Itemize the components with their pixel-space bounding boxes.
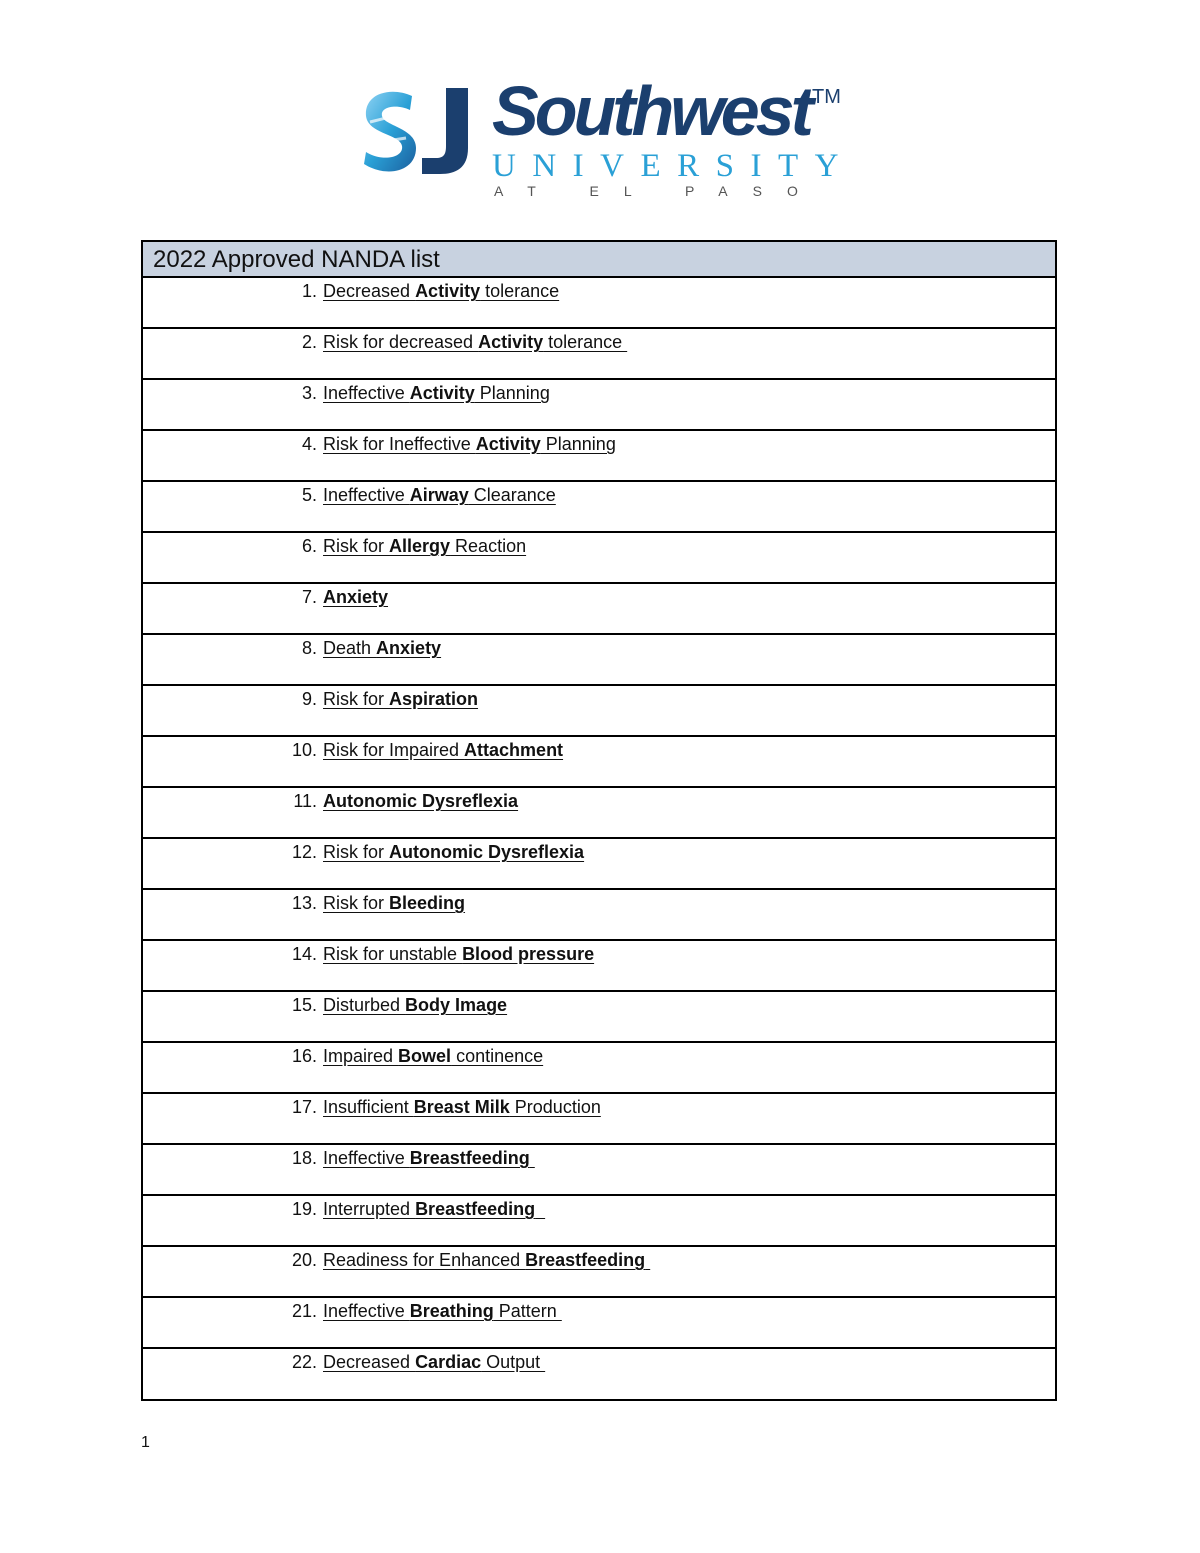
- diagnosis-link[interactable]: [323, 688, 478, 710]
- diagnosis-prefix: Risk for unstable: [323, 944, 463, 964]
- diagnosis-link[interactable]: [323, 1300, 562, 1322]
- diagnosis-keyword: Bowel: [398, 1046, 452, 1066]
- item-number: 17.: [291, 1097, 317, 1117]
- diagnosis-keyword: Breast Milk: [413, 1097, 510, 1117]
- item-number: 9.: [301, 689, 317, 709]
- item-number: 3.: [301, 383, 317, 403]
- diagnosis-link[interactable]: [323, 535, 526, 557]
- diagnosis-keyword: Activity: [409, 383, 475, 403]
- diagnosis-prefix: Risk for: [323, 893, 390, 913]
- diagnosis-link[interactable]: [323, 1147, 535, 1169]
- table-row: [143, 1349, 1055, 1399]
- university-logo: [360, 72, 855, 207]
- table-row: [143, 482, 1055, 533]
- table-row: [143, 788, 1055, 839]
- item-number: 20.: [291, 1250, 317, 1270]
- table-row: [143, 635, 1055, 686]
- table-row: [143, 380, 1055, 431]
- diagnosis-suffix: Production: [509, 1097, 601, 1117]
- diagnosis-suffix: tolerance: [543, 332, 628, 352]
- diagnosis-prefix: Risk for Impaired: [323, 740, 465, 760]
- diagnosis-link[interactable]: [323, 433, 616, 455]
- diagnosis-link[interactable]: [323, 586, 388, 608]
- item-number: 13.: [291, 893, 317, 913]
- diagnosis-keyword: Breastfeeding: [525, 1250, 646, 1270]
- diagnosis-keyword: Activity: [415, 281, 481, 301]
- logo-university: UNIVERSITY: [492, 148, 855, 184]
- table-row: [143, 737, 1055, 788]
- table-row: [143, 890, 1055, 941]
- diagnosis-link[interactable]: [323, 1045, 543, 1067]
- diagnosis-keyword: Airway: [409, 485, 469, 505]
- diagnosis-prefix: Risk for: [323, 689, 390, 709]
- diagnosis-suffix: Reaction: [450, 536, 527, 556]
- item-number: 16.: [291, 1046, 317, 1066]
- table-row: [143, 533, 1055, 584]
- item-number: 21.: [291, 1301, 317, 1321]
- diagnosis-suffix: Planning: [474, 383, 550, 403]
- diagnosis-prefix: Ineffective: [323, 1148, 410, 1168]
- nanda-table: [141, 240, 1057, 1401]
- table-row: [143, 1145, 1055, 1196]
- diagnosis-prefix: Death: [323, 638, 377, 658]
- diagnosis-keyword: Cardiac: [415, 1352, 482, 1372]
- table-title: 2022 Approved NANDA list: [143, 242, 1055, 278]
- item-number: 18.: [291, 1148, 317, 1168]
- diagnosis-prefix: Insufficient: [323, 1097, 414, 1117]
- table-row: [143, 329, 1055, 380]
- diagnosis-link[interactable]: [323, 943, 594, 965]
- diagnosis-link[interactable]: [323, 841, 584, 863]
- table-row: [143, 431, 1055, 482]
- diagnosis-link[interactable]: [323, 1249, 650, 1271]
- diagnosis-link[interactable]: [323, 1198, 545, 1220]
- item-number: 1.: [301, 281, 317, 301]
- diagnosis-suffix: [535, 1199, 545, 1219]
- diagnosis-suffix: [530, 1148, 535, 1168]
- diagnosis-link[interactable]: [323, 280, 559, 302]
- item-number: 15.: [291, 995, 317, 1015]
- diagnosis-link[interactable]: [323, 994, 507, 1016]
- diagnosis-prefix: Ineffective: [323, 1301, 410, 1321]
- table-row: [143, 584, 1055, 635]
- diagnosis-suffix: Clearance: [468, 485, 556, 505]
- diagnosis-keyword: Anxiety: [376, 638, 442, 658]
- item-number: 14.: [291, 944, 317, 964]
- logo-trademark: TM: [812, 86, 841, 108]
- diagnosis-link[interactable]: [323, 382, 550, 404]
- table-row: [143, 992, 1055, 1043]
- logo-name: Southwest: [492, 72, 810, 150]
- item-number: 2.: [301, 332, 317, 352]
- diagnosis-keyword: Anxiety: [323, 587, 389, 607]
- table-row: [143, 941, 1055, 992]
- diagnosis-link[interactable]: [323, 790, 518, 812]
- table-row: [143, 839, 1055, 890]
- diagnosis-link[interactable]: [323, 637, 441, 659]
- diagnosis-keyword: Bleeding: [389, 893, 466, 913]
- diagnosis-prefix: Risk for: [323, 842, 390, 862]
- logo-location: AT EL PASO: [494, 183, 823, 199]
- diagnosis-suffix: Pattern: [493, 1301, 562, 1321]
- diagnosis-link[interactable]: [323, 1096, 601, 1118]
- diagnosis-keyword: Breastfeeding: [415, 1199, 536, 1219]
- item-number: 12.: [291, 842, 317, 862]
- diagnosis-suffix: Planning: [540, 434, 616, 454]
- diagnosis-prefix: Decreased: [323, 281, 416, 301]
- diagnosis-prefix: Decreased: [323, 1352, 416, 1372]
- table-row: [143, 278, 1055, 329]
- item-number: 8.: [301, 638, 317, 658]
- diagnosis-suffix: Output: [481, 1352, 546, 1372]
- diagnosis-keyword: Blood pressure: [462, 944, 595, 964]
- diagnosis-link[interactable]: [323, 484, 556, 506]
- sj-monogram-icon: [360, 82, 485, 182]
- table-row: [143, 1298, 1055, 1349]
- diagnosis-keyword: Body Image: [405, 995, 508, 1015]
- diagnosis-suffix: tolerance: [480, 281, 560, 301]
- item-number: 22.: [291, 1352, 317, 1372]
- table-row: [143, 1196, 1055, 1247]
- page-number: 1: [141, 1434, 150, 1451]
- diagnosis-suffix: [645, 1250, 650, 1270]
- diagnosis-prefix: Readiness for Enhanced: [323, 1250, 526, 1270]
- diagnosis-link[interactable]: [323, 1351, 545, 1373]
- item-number: 11.: [293, 791, 317, 811]
- diagnosis-keyword: Activity: [475, 434, 541, 454]
- diagnosis-link[interactable]: [323, 331, 627, 353]
- item-number: 4.: [301, 434, 317, 454]
- item-number: 5.: [301, 485, 317, 505]
- diagnosis-keyword: Autonomic Dysreflexia: [389, 842, 585, 862]
- diagnosis-link[interactable]: [323, 739, 563, 761]
- diagnosis-keyword: Breathing: [409, 1301, 494, 1321]
- table-row: [143, 686, 1055, 737]
- item-number: 10.: [291, 740, 317, 760]
- item-number: 6.: [301, 536, 317, 556]
- diagnosis-keyword: Breastfeeding: [409, 1148, 530, 1168]
- diagnosis-prefix: Interrupted: [323, 1199, 416, 1219]
- diagnosis-prefix: Ineffective: [323, 383, 410, 403]
- diagnosis-link[interactable]: [323, 892, 465, 914]
- diagnosis-keyword: Attachment: [464, 740, 564, 760]
- diagnosis-suffix: continence: [451, 1046, 544, 1066]
- diagnosis-prefix: Impaired: [323, 1046, 399, 1066]
- diagnosis-prefix: Disturbed: [323, 995, 406, 1015]
- table-row: [143, 1247, 1055, 1298]
- diagnosis-prefix: Risk for Ineffective: [323, 434, 476, 454]
- item-number: 19.: [291, 1199, 317, 1219]
- table-row: [143, 1094, 1055, 1145]
- table-body: [143, 278, 1055, 1399]
- item-number: 7.: [301, 587, 317, 607]
- diagnosis-prefix: Risk for decreased: [323, 332, 479, 352]
- diagnosis-keyword: Aspiration: [389, 689, 479, 709]
- diagnosis-keyword: Allergy: [389, 536, 451, 556]
- diagnosis-keyword: Activity: [478, 332, 544, 352]
- diagnosis-keyword: Autonomic Dysreflexia: [323, 791, 519, 811]
- table-row: [143, 1043, 1055, 1094]
- diagnosis-prefix: Ineffective: [323, 485, 410, 505]
- diagnosis-prefix: Risk for: [323, 536, 390, 556]
